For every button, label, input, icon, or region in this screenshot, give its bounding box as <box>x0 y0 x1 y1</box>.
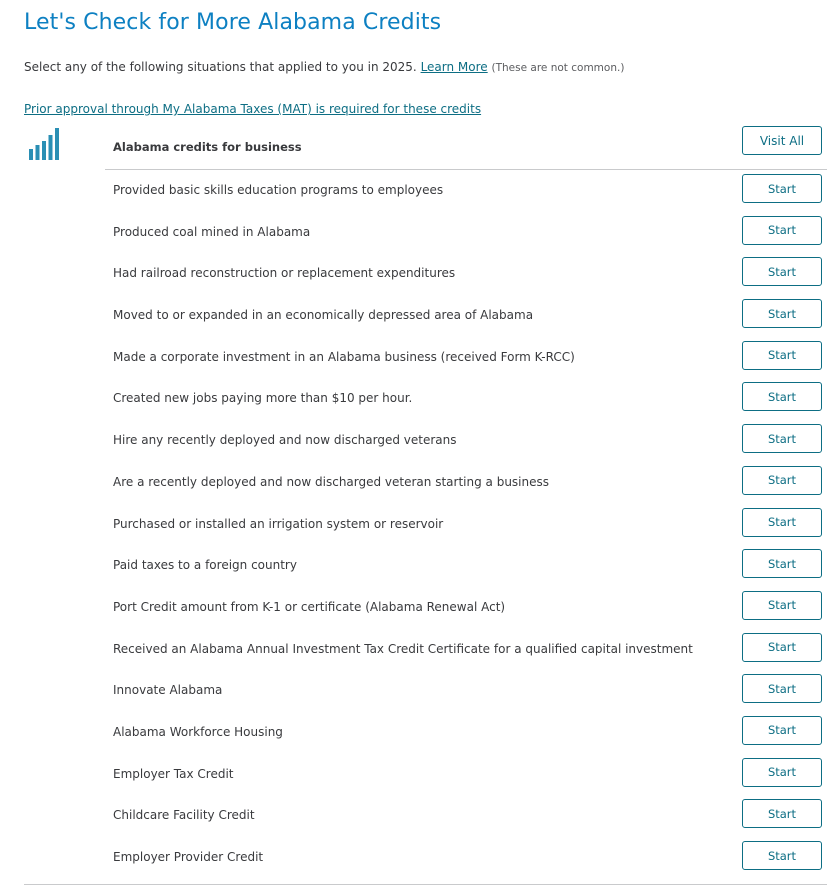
credit-label: Purchased or installed an irrigation system or reservoir <box>113 516 444 531</box>
credit-row-workforce-housing <box>0 712 832 754</box>
start-button-workforce-housing[interactable]: Start <box>742 716 822 745</box>
mat-approval-link[interactable]: Prior approval through My Alabama Taxes (MAT) is required for these credits <box>24 102 482 116</box>
start-button-depressed-area[interactable]: Start <box>742 299 822 328</box>
credit-row-railroad <box>0 253 832 295</box>
credit-row-employer-tax-credit <box>0 754 832 796</box>
credit-label: Port Credit amount from K-1 or certificate (Alabama Renewal Act) <box>113 599 506 614</box>
intro-text <box>24 60 624 74</box>
credit-row-basic-skills-education <box>0 170 832 212</box>
visit-all-button[interactable]: Visit All <box>742 126 822 155</box>
start-button-foreign-taxes[interactable]: Start <box>742 549 822 578</box>
start-button-new-jobs[interactable]: Start <box>742 382 822 411</box>
intro-note: (These are not common.) <box>491 62 625 74</box>
start-button-childcare-facility[interactable]: Start <box>742 799 822 828</box>
bottom-divider <box>24 884 827 885</box>
credit-label: Employer Provider Credit <box>113 850 264 864</box>
start-button-innovate-alabama[interactable]: Start <box>742 674 822 703</box>
credit-row-irrigation <box>0 504 832 546</box>
page-title: Let's Check for More Alabama Credits <box>24 10 442 35</box>
start-button-coal-mined[interactable]: Start <box>742 216 822 245</box>
start-button-irrigation[interactable]: Start <box>742 508 822 537</box>
credit-label: Received an Alabama Annual Investment Tax Credit Certificate for a qualified capital investment <box>113 641 693 656</box>
credit-row-childcare-facility <box>0 795 832 837</box>
start-button-investment-tax-credit[interactable]: Start <box>742 633 822 662</box>
credit-row-corporate-investment <box>0 337 832 379</box>
credit-label: Are a recently deployed and now discharged veteran starting a business <box>113 474 549 489</box>
credit-row-hire-veterans <box>0 420 832 462</box>
credit-label: Hire any recently deployed and now discharged veterans <box>113 433 457 448</box>
start-button-employer-tax-credit[interactable]: Start <box>742 758 822 787</box>
credit-row-coal-mined <box>0 212 832 254</box>
bar-chart-icon <box>29 128 59 160</box>
credit-row-employer-provider <box>0 837 832 879</box>
credit-label: Innovate Alabama <box>113 683 223 698</box>
credit-row-innovate-alabama <box>0 670 832 712</box>
start-button-corporate-investment[interactable]: Start <box>742 341 822 370</box>
credit-label: Produced coal mined in Alabama <box>113 224 311 239</box>
credit-label: Employer Tax Credit <box>113 766 234 781</box>
credit-label: Had railroad reconstruction or replacement expenditures <box>113 266 456 281</box>
credit-row-depressed-area <box>0 295 832 337</box>
start-button-port-credit[interactable]: Start <box>742 591 822 620</box>
start-button-basic-skills-education[interactable]: Start <box>742 174 822 203</box>
credit-label: Made a corporate investment in an Alabama business (received Form K-RCC) <box>113 349 575 364</box>
credits-list <box>0 170 832 879</box>
credit-label: Alabama Workforce Housing <box>113 724 283 739</box>
credit-label: Moved to or expanded in an economically depressed area of Alabama <box>113 308 534 323</box>
learn-more-link[interactable]: Learn More <box>420 60 488 74</box>
section-title: Alabama credits for business <box>113 140 302 154</box>
start-button-hire-veterans[interactable]: Start <box>742 424 822 453</box>
credit-row-foreign-taxes <box>0 545 832 587</box>
credit-label: Provided basic skills education programs to employees <box>113 183 444 197</box>
start-button-veteran-business[interactable]: Start <box>742 466 822 495</box>
credit-label: Childcare Facility Credit <box>113 808 255 823</box>
credit-label: Paid taxes to a foreign country <box>113 558 297 573</box>
intro-text-main: Select any of the following situations that applied to you in 2025. <box>24 60 417 74</box>
credit-row-new-jobs <box>0 378 832 420</box>
start-button-railroad[interactable]: Start <box>742 257 822 286</box>
credit-row-investment-tax-credit <box>0 629 832 671</box>
start-button-employer-provider[interactable]: Start <box>742 841 822 870</box>
credit-row-port-credit <box>0 587 832 629</box>
credit-row-veteran-business <box>0 462 832 504</box>
credit-label: Created new jobs paying more than $10 per hour. <box>113 391 413 406</box>
